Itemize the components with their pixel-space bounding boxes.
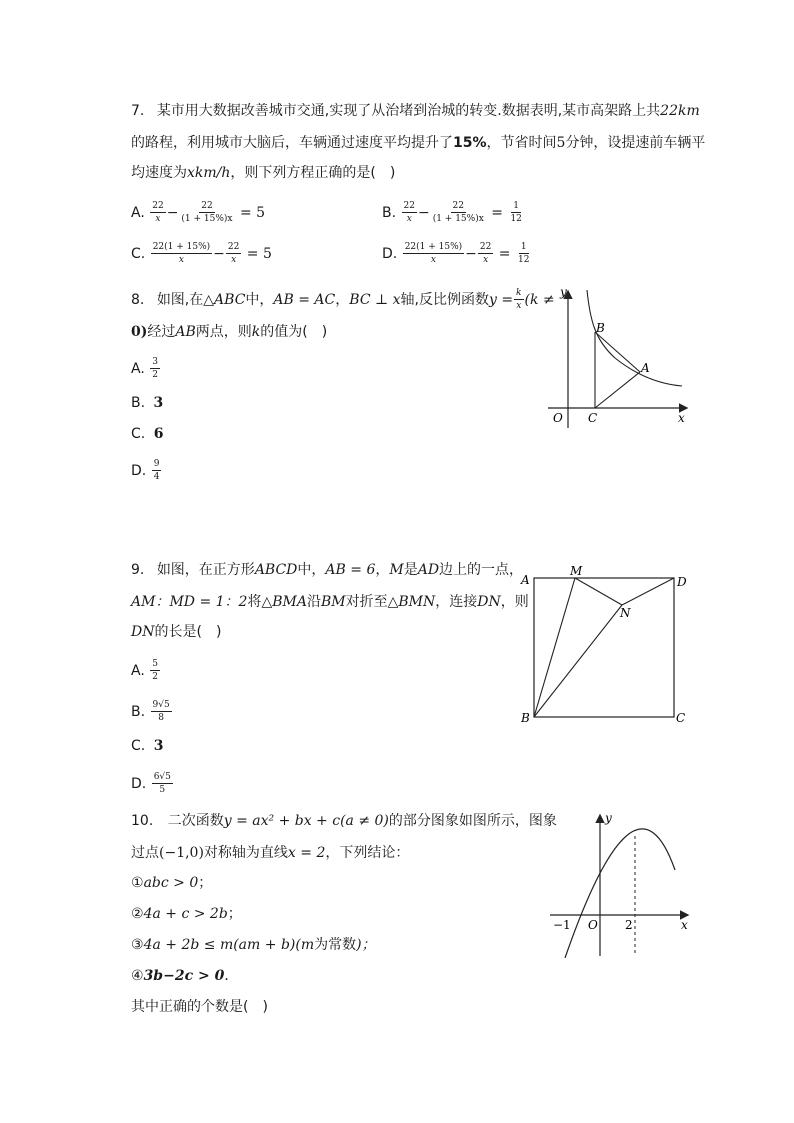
conclusion-expr: 3b−2c > 0 xyxy=(143,968,225,984)
q7-option-b[interactable] xyxy=(382,201,525,225)
q9-segment: DN xyxy=(477,594,501,610)
conclusion-marker: ① xyxy=(131,875,144,891)
q7-option-d[interactable] xyxy=(382,242,532,266)
conclusion-expr: abc > 0 xyxy=(143,875,199,891)
fraction: $\frac{5}{2}$ xyxy=(152,659,158,683)
option-label: A. xyxy=(131,204,145,221)
q10-text: ； xyxy=(227,906,242,922)
conclusion-marker: ④ xyxy=(131,968,144,984)
q8-text: 经过 xyxy=(147,324,176,340)
q8-function: (k ≠ xyxy=(524,291,555,308)
q8-k: k xyxy=(251,324,261,340)
fraction: $\frac{22}{(1 + 15\%)x}$ xyxy=(432,201,484,225)
q8-text: 如图,在 xyxy=(156,291,204,308)
option-label: A. xyxy=(131,360,145,377)
q8-line-1 xyxy=(131,288,555,312)
fraction: $\frac{k}{x}$ xyxy=(516,288,522,312)
q8-number: 8. xyxy=(131,291,145,308)
q8-option-c[interactable] xyxy=(131,427,163,441)
q10-final-line xyxy=(131,1000,268,1014)
equals-sign: = xyxy=(491,204,503,221)
q7-line-3 xyxy=(131,166,395,180)
label-a: A xyxy=(521,573,530,587)
label-b: B xyxy=(521,711,530,725)
q8-figure xyxy=(540,280,700,430)
q9-segment: AD xyxy=(417,562,440,578)
q9-text: 是 xyxy=(403,562,418,578)
fraction: $\frac{1}{12}$ xyxy=(517,242,530,266)
q9-square: ABCD xyxy=(254,562,298,578)
q9-text: 沿 xyxy=(306,594,321,610)
label-x: x xyxy=(678,411,685,425)
q9-line-1 xyxy=(131,563,523,577)
q7-text: ，则下列方程正确的是( ) xyxy=(230,165,396,181)
segment-bm xyxy=(534,578,575,717)
q9-figure xyxy=(515,560,700,730)
q9-triangle: △BMN xyxy=(387,594,436,610)
label-o: O xyxy=(588,918,598,932)
segment-dn xyxy=(622,578,674,605)
option-label: B. xyxy=(131,395,146,411)
q7-text: 某市用大数据改善城市交通,实现了从治堵到治城的转变.数据表明,某市高架路上共 xyxy=(156,103,661,119)
q9-segment: DN xyxy=(131,624,155,640)
q7-text: 分钟，设提速前车辆平 xyxy=(565,135,706,151)
minus-sign: − xyxy=(213,245,225,262)
q9-text: 如图，在正方形 xyxy=(156,562,255,578)
label-a: A xyxy=(641,361,650,375)
q9-text: ， xyxy=(375,562,390,578)
q7-line-2 xyxy=(131,136,705,150)
label-d: D xyxy=(677,575,687,589)
q10-text: 其中正确的个数是( ) xyxy=(131,999,268,1015)
q9-option-b[interactable] xyxy=(131,700,173,724)
q8-text: 中， xyxy=(245,291,274,308)
label-n: N xyxy=(620,606,631,620)
q8-text: 的值为( ) xyxy=(260,324,328,340)
label-c: C xyxy=(676,711,686,725)
option-label: C. xyxy=(131,426,146,442)
q10-text: 二次函数 xyxy=(167,813,224,829)
q8-function: y = xyxy=(488,291,514,308)
conclusion-expr: 4a + c > 2b xyxy=(143,906,228,922)
q10-text: 对称轴为直线 xyxy=(203,845,288,861)
q8-triangle: △ABC xyxy=(203,291,246,308)
q9-option-c[interactable] xyxy=(131,739,163,753)
parabola-curve xyxy=(565,829,675,958)
q10-line-1 xyxy=(131,814,557,828)
label-o: O xyxy=(553,411,563,425)
fraction: $\frac{3}{2}$ xyxy=(152,357,158,381)
fraction: $\frac{22}{x}$ xyxy=(479,242,492,266)
segment-ab xyxy=(595,332,640,372)
q7-text: 的路程，利用城市大脑后，车辆通过速度平均提升了 xyxy=(131,135,453,151)
q8-option-d[interactable] xyxy=(131,459,162,483)
q8-line-2 xyxy=(131,325,327,339)
fraction: $\frac{1}{12}$ xyxy=(510,201,522,225)
fraction: $\frac{9√5}{8}$ xyxy=(152,700,170,724)
fraction: $\frac{9}{4}$ xyxy=(153,459,160,483)
fraction: $\frac{22(1 + 15\%)}{x}$ xyxy=(404,242,463,266)
q10-conclusion-4 xyxy=(131,969,238,983)
q9-number: 9. xyxy=(131,562,145,578)
fraction: $\frac{22}{x}$ xyxy=(152,201,164,225)
equation-rhs: = 5 xyxy=(239,204,266,221)
q10-conclusion-1 xyxy=(131,876,212,890)
label-y: y xyxy=(605,811,612,825)
q7-number: 7. xyxy=(131,103,145,119)
q7-text: ，节省时间 xyxy=(486,135,557,151)
q9-option-d[interactable] xyxy=(131,772,174,796)
q10-axis: x = 2 xyxy=(287,845,326,861)
q9-text: 将 xyxy=(247,594,262,610)
q8-option-a[interactable] xyxy=(131,357,161,381)
segment-mn xyxy=(575,578,622,605)
q7-percent: 15% xyxy=(453,135,487,151)
label-neg-1: −1 xyxy=(553,918,571,932)
q9-line-3 xyxy=(131,625,221,639)
q10-point: (−1,0) xyxy=(159,845,204,861)
conclusion-marker: ③ xyxy=(131,937,144,953)
label-x: x xyxy=(681,918,688,932)
segment-ac xyxy=(595,372,640,408)
fraction: $\frac{22}{x}$ xyxy=(227,242,240,266)
fraction: $\frac{6√5}{5}$ xyxy=(153,772,171,796)
q8-option-b[interactable] xyxy=(131,396,163,410)
q7-minutes: 5 xyxy=(556,135,566,151)
q7-text: 均速度为 xyxy=(131,165,187,181)
label-m: M xyxy=(570,564,583,578)
q8-condition: AB = AC xyxy=(273,291,336,308)
q9-point: M xyxy=(389,562,404,578)
q9-ratio: AM：MD = 1：2 xyxy=(131,594,248,610)
minus-sign: − xyxy=(417,204,430,221)
q7-distance: 22km xyxy=(660,103,700,119)
q7-line-1 xyxy=(131,104,700,118)
q9-text: ，连接 xyxy=(435,594,478,610)
q10-text: )； xyxy=(356,937,376,953)
q7-variable: xkm/h xyxy=(187,165,231,181)
option-label: C. xyxy=(131,245,146,262)
q9-text: 对折至 xyxy=(345,594,388,610)
q9-text: 的长是( ) xyxy=(154,624,222,640)
q9-text: 中， xyxy=(297,562,326,578)
minus-sign: − xyxy=(166,204,179,221)
q8-text: ， xyxy=(335,291,350,308)
q7-option-a[interactable] xyxy=(131,201,265,225)
label-c: C xyxy=(588,411,598,425)
option-label: B. xyxy=(131,703,146,720)
q10-text: 的部分图象如图所示，图象 xyxy=(388,813,557,829)
minus-sign: − xyxy=(465,245,477,262)
q10-text: ，下列结论： xyxy=(325,845,410,861)
q9-segment: BM xyxy=(320,594,346,610)
q10-text: ； xyxy=(198,875,213,891)
conclusion-marker: ② xyxy=(131,906,144,922)
q9-text: ，则 xyxy=(500,594,529,610)
label-y: y xyxy=(560,285,567,299)
option-value: 3 xyxy=(153,738,164,754)
q9-line-2 xyxy=(131,595,529,609)
q9-option-a[interactable] xyxy=(131,659,161,683)
option-label: D. xyxy=(382,245,398,262)
q10-function: y = ax² + bx + c(a ≠ 0) xyxy=(223,813,389,829)
q9-text: 边上的一点， xyxy=(439,562,524,578)
q10-text: 过点 xyxy=(131,845,159,861)
segment-bn xyxy=(534,605,622,717)
option-label: D. xyxy=(131,775,147,792)
q8-condition: BC ⊥ x xyxy=(349,291,401,308)
q10-conclusion-2 xyxy=(131,907,242,921)
q8-text: 轴,反比例函数 xyxy=(400,291,489,308)
option-label: A. xyxy=(131,662,145,679)
q10-number: 10. xyxy=(131,813,154,829)
q10-figure xyxy=(545,808,695,958)
option-label: B. xyxy=(382,204,397,221)
q9-triangle: △BMA xyxy=(261,594,307,610)
label-2: 2 xyxy=(625,918,633,932)
fraction: $\frac{22(1 + 15\%)}{x}$ xyxy=(152,242,211,266)
option-value: 3 xyxy=(153,395,164,411)
option-value: 6 xyxy=(153,426,164,442)
q7-option-c[interactable] xyxy=(131,242,272,266)
q10-text: ． xyxy=(224,968,239,984)
option-label: D. xyxy=(131,462,147,479)
label-b: B xyxy=(596,321,605,335)
q8-text: 两点，则 xyxy=(195,324,252,340)
equation-rhs: = 5 xyxy=(246,245,272,262)
q9-condition: AB = 6 xyxy=(325,562,376,578)
q10-line-2 xyxy=(131,846,409,860)
q10-conclusion-3 xyxy=(131,938,376,952)
q8-text: 0) xyxy=(131,324,148,340)
fraction: $\frac{22}{(1 + 15\%)x}$ xyxy=(181,201,233,225)
q8-points: AB xyxy=(175,324,196,340)
equals-sign: = xyxy=(498,245,511,262)
q10-text: 为常数 xyxy=(314,937,357,953)
fraction: $\frac{22}{x}$ xyxy=(403,201,415,225)
conclusion-expr: 4a + 2b ≤ m(am + b)(m xyxy=(143,937,315,953)
option-label: C. xyxy=(131,738,146,754)
